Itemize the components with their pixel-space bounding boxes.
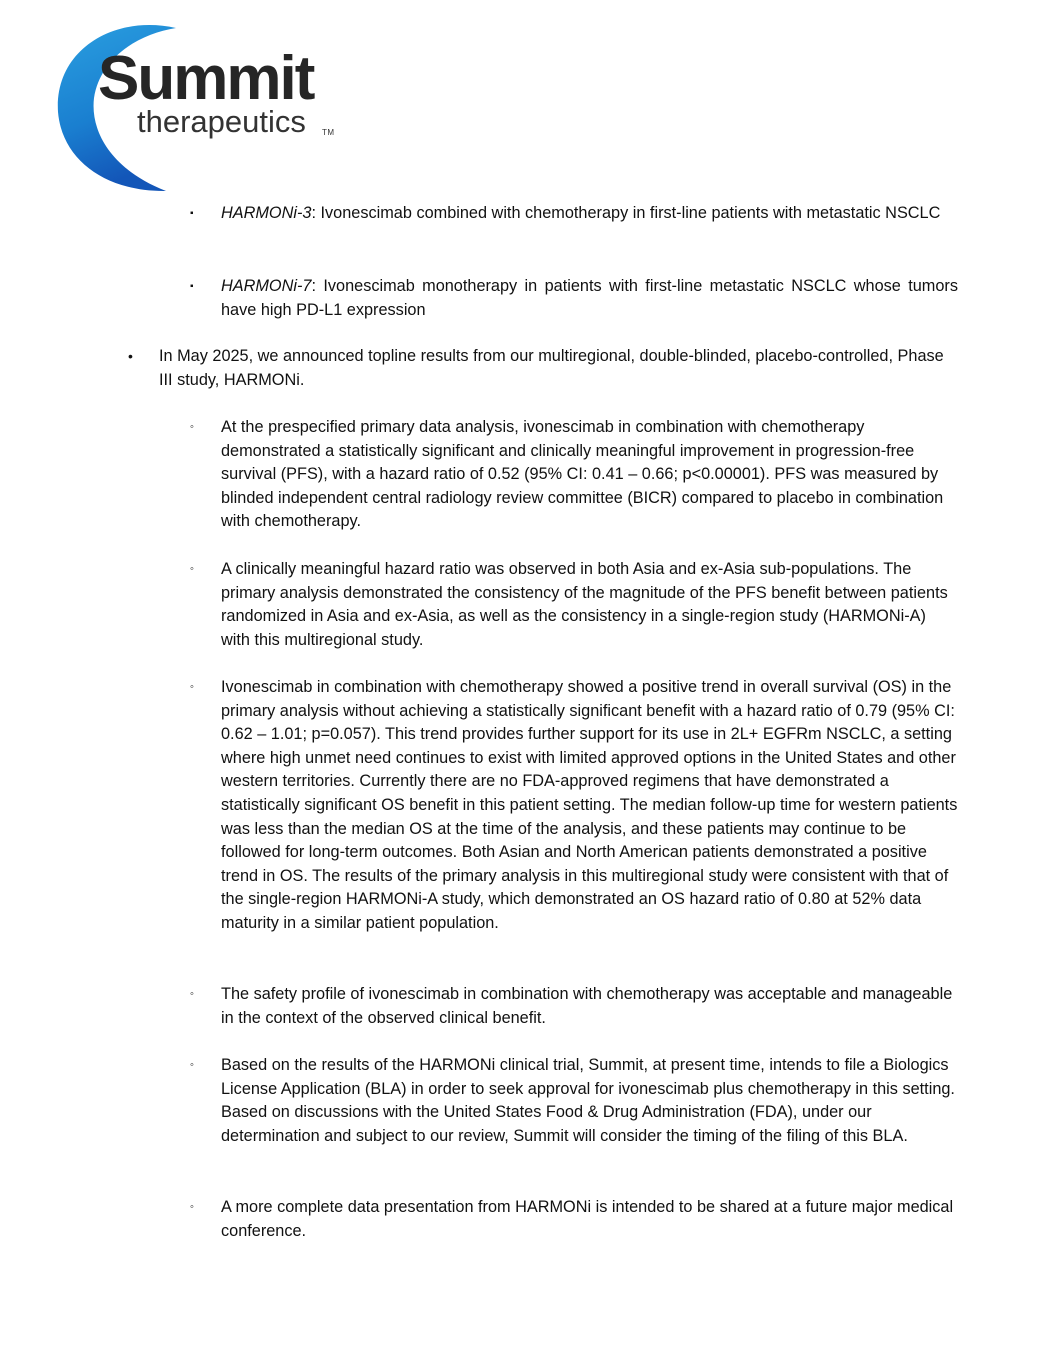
square-bullet: ▪ — [190, 208, 194, 219]
disc-bullet: • — [128, 348, 133, 364]
circle-bullet: ◦ — [190, 1201, 194, 1213]
result-item-overall-survival — [190, 676, 958, 936]
result-text: A clinically meaningful hazard ratio was observed in both Asia and ex-Asia sub-populations. The primary analysis demonstrated the consistency of the magnitude of the PFS benefit between patients randomized in Asia and ex-Asia, as well as the consistency in a single-region study (HARMONi-A) with this multiregional study. — [221, 560, 948, 649]
summit-therapeutics-logo — [54, 20, 344, 195]
announcement-bullet — [128, 345, 958, 392]
logo-trademark: TM — [322, 128, 335, 137]
circle-bullet: ◦ — [190, 988, 194, 1000]
study-description: : Ivonescimab combined with chemotherapy in first-line patients with metastatic NSCLC — [311, 204, 941, 222]
result-text: At the prespecified primary data analysis, ivonescimab in combination with chemotherapy demonstrated a statistically significant and clinically meaningful improvement in progression-free survival (PFS), with a hazard ratio of 0.52 (95% CI: 0.41 – 0.66; p<0.00001). PFS was measured by blinded independent central radiology review committee (BICR) compared to placebo in combination with chemotherapy. — [221, 418, 944, 531]
logo-therapeutics-text: therapeutics — [137, 104, 306, 139]
result-text: Ivonescimab in combination with chemotherapy showed a positive trend in overall survival (OS) in the primary analysis without achieving a statistically significant benefit with a hazard ratio of 0.79 (95% CI: 0.62 – 1.01; p=0.057). This trend provides further support for its use in 2L+ EGFRm NSCLC, a setting where high unmet need continues to exist with limited approved options in the United States and other western territories. Currently there are no FDA-approved regimens that have demonstrated a statistically significant OS benefit in this patient setting. The median follow-up time for western patients was less than the median OS at the time of the analysis, and these patients may continue to be followed for long-term outcomes. Both Asian and North American patients demonstrated a positive trend in OS. The results of the primary analysis in this multiregional study were consistent with that of the single-region HARMONi-A study, which demonstrated an OS hazard ratio of 0.80 at 52% data maturity in a similar patient population. — [221, 678, 958, 932]
result-text: The safety profile of ivonescimab in combination with chemotherapy was acceptable and manageable in the context of the observed clinical benefit. — [221, 985, 953, 1027]
study-name: HARMONi-7 — [221, 277, 312, 295]
study-name: HARMONi-3 — [221, 204, 312, 222]
result-item-safety — [190, 983, 958, 1030]
result-item-pfs — [190, 416, 958, 534]
logo-summit-text: Summit — [98, 44, 314, 113]
result-text: A more complete data presentation from HARMONi is intended to be shared at a future major medical conference. — [221, 1198, 954, 1240]
circle-bullet: ◦ — [190, 681, 194, 693]
result-item-bla-filing — [190, 1054, 958, 1148]
circle-bullet: ◦ — [190, 563, 194, 575]
study-item-harmoni-7 — [190, 275, 958, 322]
square-bullet: ▪ — [190, 281, 194, 292]
study-item-harmoni-3 — [190, 202, 958, 226]
result-item-data-presentation — [190, 1196, 958, 1243]
circle-bullet: ◦ — [190, 421, 194, 433]
announcement-text: In May 2025, we announced topline results from our multiregional, double-blinded, placebo-controlled, Phase III study, HARMONi. — [159, 347, 944, 389]
study-description: : Ivonescimab monotherapy in patients with first-line metastatic NSCLC whose tumors have high PD-L1 expression — [221, 277, 958, 319]
result-item-subpopulations — [190, 558, 958, 652]
circle-bullet: ◦ — [190, 1059, 194, 1071]
result-text: Based on the results of the HARMONi clinical trial, Summit, at present time, intends to file a Biologics License Application (BLA) in order to seek approval for ivonescimab plus chemotherapy in this setting. Based on discussions with the United States Food & Drug Administration (FDA), under our determination and subject to our review, Summit will consider the timing of the filing of this BLA. — [221, 1056, 955, 1145]
